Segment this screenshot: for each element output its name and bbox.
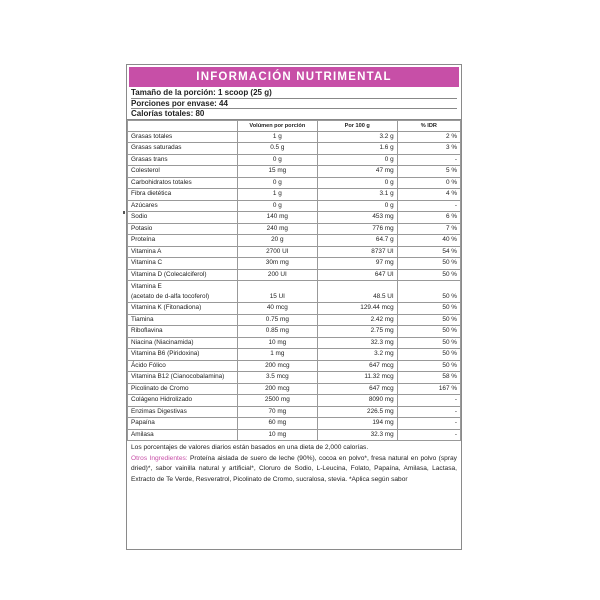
nutrient-table <box>127 120 461 442</box>
per-100g-value: 3.2 g <box>317 131 397 143</box>
nutrient-name: Grasas totales <box>128 131 238 143</box>
per-serving-value: 3.5 mcg <box>237 372 317 384</box>
nutrient-name: Vitamina D (Colecalciferol) <box>128 269 238 281</box>
per-100g-value: 47 mg <box>317 166 397 178</box>
table-row <box>128 189 461 201</box>
nutrient-name: Tiamina <box>128 314 238 326</box>
per-serving-value: 20 g <box>237 235 317 247</box>
idr-value: 50 % <box>397 326 460 338</box>
per-serving-value: 200 mcg <box>237 360 317 372</box>
idr-value: 6 % <box>397 212 460 224</box>
table-row <box>128 269 461 281</box>
per-100g-value: 194 mg <box>317 418 397 430</box>
idr-value: 7 % <box>397 223 460 235</box>
ingredients-label: Otros Ingredientes: <box>131 454 188 462</box>
nutrient-name: Niacina (Niacinamida) <box>128 337 238 349</box>
nutrient-name: Sodio <box>128 212 238 224</box>
per-100g-value: 32.3 mg <box>317 429 397 441</box>
table-row <box>128 258 461 270</box>
idr-value: - <box>397 154 460 166</box>
table-row <box>128 406 461 418</box>
per-100g-value: 3.1 g <box>317 189 397 201</box>
per-serving-value: 2700 UI <box>237 246 317 258</box>
nutrient-name <box>128 281 238 303</box>
idr-value: 3 % <box>397 143 460 155</box>
idr-value: 50 % <box>397 337 460 349</box>
table-row <box>128 314 461 326</box>
table-row <box>128 281 461 303</box>
per-serving-value: 0.5 g <box>237 143 317 155</box>
idr-value: - <box>397 429 460 441</box>
table-row <box>128 235 461 247</box>
nutrient-name: Ácido Fólico <box>128 360 238 372</box>
nutrient-name: Grasas saturadas <box>128 143 238 155</box>
idr-value: - <box>397 200 460 212</box>
idr-value: 50 % <box>397 314 460 326</box>
per-serving-value: 200 mcg <box>237 383 317 395</box>
per-100g-value: 453 mg <box>317 212 397 224</box>
idr-value: - <box>397 418 460 430</box>
per-100g-value: 1.6 g <box>317 143 397 155</box>
nutrition-label <box>126 64 462 550</box>
table-row <box>128 143 461 155</box>
per-serving-value: 60 mg <box>237 418 317 430</box>
per-100g-value: 226.5 mg <box>317 406 397 418</box>
per-serving-value: 140 mg <box>237 212 317 224</box>
nutrient-name-line: Vitamina E <box>131 283 162 290</box>
idr-value: 50 % <box>397 360 460 372</box>
idr-value: - <box>397 395 460 407</box>
per-100g-value: 0 g <box>317 200 397 212</box>
table-row <box>128 383 461 395</box>
per-serving-value: 40 mcg <box>237 303 317 315</box>
per-serving-value: 0.75 mg <box>237 314 317 326</box>
per-100g-value: 97 mg <box>317 258 397 270</box>
idr-value: 0 % <box>397 177 460 189</box>
nutrient-name: Vitamina C <box>128 258 238 270</box>
nutrient-name: Carbohidratos totales <box>128 177 238 189</box>
per-serving-value: 30m mg <box>237 258 317 270</box>
idr-value: 50 % <box>397 349 460 361</box>
daily-value-note: Los porcentajes de valores diarios están basados en una dieta de 2,000 calorías. <box>131 444 369 451</box>
nutrient-name: Papaína <box>128 418 238 430</box>
table-row <box>128 200 461 212</box>
per-serving-value: 10 mg <box>237 429 317 441</box>
label-footer <box>127 441 461 487</box>
per-serving-value: 2500 mg <box>237 395 317 407</box>
per-100g-value: 0 g <box>317 154 397 166</box>
per-100g-value: 8090 mg <box>317 395 397 407</box>
per-100g-value: 64.7 g <box>317 235 397 247</box>
per-serving-value: 70 mg <box>237 406 317 418</box>
per-100g-value: 2.42 mg <box>317 314 397 326</box>
nutrient-name: Enzimas Digestivas <box>128 406 238 418</box>
idr-value: 5 % <box>397 166 460 178</box>
per-100g-value: 2.75 mg <box>317 326 397 338</box>
per-serving-value: 15 UI <box>237 281 317 303</box>
nutrient-name: Proteína <box>128 235 238 247</box>
idr-value: 50 % <box>397 258 460 270</box>
idr-value: 58 % <box>397 372 460 384</box>
per-100g-value: 11.32 mcg <box>317 372 397 384</box>
nutrient-name: Potasio <box>128 223 238 235</box>
per-100g-value: 32.3 mg <box>317 337 397 349</box>
nutrient-name: Azúcares <box>128 200 238 212</box>
nutrient-name: Grasas trans <box>128 154 238 166</box>
per-serving-value: 0 g <box>237 177 317 189</box>
per-serving-value: 10 mg <box>237 337 317 349</box>
per-100g-value: 647 mcg <box>317 383 397 395</box>
nutrient-name: Colesterol <box>128 166 238 178</box>
table-row <box>128 349 461 361</box>
table-row <box>128 418 461 430</box>
idr-value: 50 % <box>397 303 460 315</box>
header-per-100g: Por 100 g <box>317 120 397 131</box>
table-row <box>128 429 461 441</box>
nutrient-name: Colágeno Hidrolizado <box>128 395 238 407</box>
nutrient-name: Vitamina B6 (Piridoxina) <box>128 349 238 361</box>
nutrient-name-line: (acetato de d-alfa tocoferol) <box>131 293 210 300</box>
idr-value: 2 % <box>397 131 460 143</box>
per-100g-value: 48.5 UI <box>317 281 397 303</box>
per-100g-value: 3.2 mg <box>317 349 397 361</box>
nutrient-name: Riboflavina <box>128 326 238 338</box>
stray-mark <box>123 211 125 214</box>
per-100g-value: 129.44 mcg <box>317 303 397 315</box>
table-row <box>128 326 461 338</box>
nutrient-name: Amilasa <box>128 429 238 441</box>
ingredients-text: Proteína aislada de suero de leche (90%), cocoa en polvo*, fresa natural en polvo (spray dried)*, sabor vainilla natural y artificial*, Cloruro de Sodio, L-Leucina, Folato, Papaína, Amilasa, Lactasa, Extracto de Te Verde, Resveratrol, Picolinato de Cromo, sucralosa, stevia. *Aplica según sabor <box>131 454 457 483</box>
table-body <box>128 131 461 441</box>
per-serving-value: 15 mg <box>237 166 317 178</box>
per-serving-value: 200 UI <box>237 269 317 281</box>
per-serving-value: 240 mg <box>237 223 317 235</box>
idr-value: 4 % <box>397 189 460 201</box>
nutrient-name: Picolinato de Cromo <box>128 383 238 395</box>
table-row <box>128 337 461 349</box>
table-row <box>128 166 461 178</box>
nutrient-name: Fibra dietética <box>128 189 238 201</box>
idr-value: 167 % <box>397 383 460 395</box>
header-idr: % IDR <box>397 120 460 131</box>
per-serving-value: 1 g <box>237 189 317 201</box>
table-row <box>128 303 461 315</box>
header-nutrient <box>128 120 238 131</box>
table-row <box>128 395 461 407</box>
per-serving-value: 0.85 mg <box>237 326 317 338</box>
per-100g-value: 776 mg <box>317 223 397 235</box>
per-100g-value: 0 g <box>317 177 397 189</box>
per-serving-value: 0 g <box>237 154 317 166</box>
servings-per-container: Porciones por envase: 44 <box>131 99 457 110</box>
table-row <box>128 246 461 258</box>
nutrient-name: Vitamina K (Fitonadiona) <box>128 303 238 315</box>
table-header-row <box>128 120 461 131</box>
per-serving-value: 0 g <box>237 200 317 212</box>
nutrient-name: Vitamina A <box>128 246 238 258</box>
idr-value: 40 % <box>397 235 460 247</box>
nutrient-name: Vitamina B12 (Cianocobalamina) <box>128 372 238 384</box>
header-per-serving: Volúmen por porción <box>237 120 317 131</box>
per-serving-value: 1 g <box>237 131 317 143</box>
table-row <box>128 177 461 189</box>
table-row <box>128 154 461 166</box>
per-serving-value: 1 mg <box>237 349 317 361</box>
idr-value: 50 % <box>397 269 460 281</box>
label-title: INFORMACIÓN NUTRIMENTAL <box>129 67 459 87</box>
per-100g-value: 647 mcg <box>317 360 397 372</box>
serving-size: Tamaño de la porción: 1 scoop (25 g) <box>131 88 457 99</box>
table-row <box>128 223 461 235</box>
table-row <box>128 212 461 224</box>
total-calories: Calorías totales: 80 <box>131 109 205 118</box>
per-100g-value: 8737 UI <box>317 246 397 258</box>
serving-info <box>127 87 461 120</box>
table-row <box>128 372 461 384</box>
table-row <box>128 131 461 143</box>
idr-value: 50 % <box>397 281 460 303</box>
idr-value: 54 % <box>397 246 460 258</box>
per-100g-value: 647 UI <box>317 269 397 281</box>
table-row <box>128 360 461 372</box>
idr-value: - <box>397 406 460 418</box>
